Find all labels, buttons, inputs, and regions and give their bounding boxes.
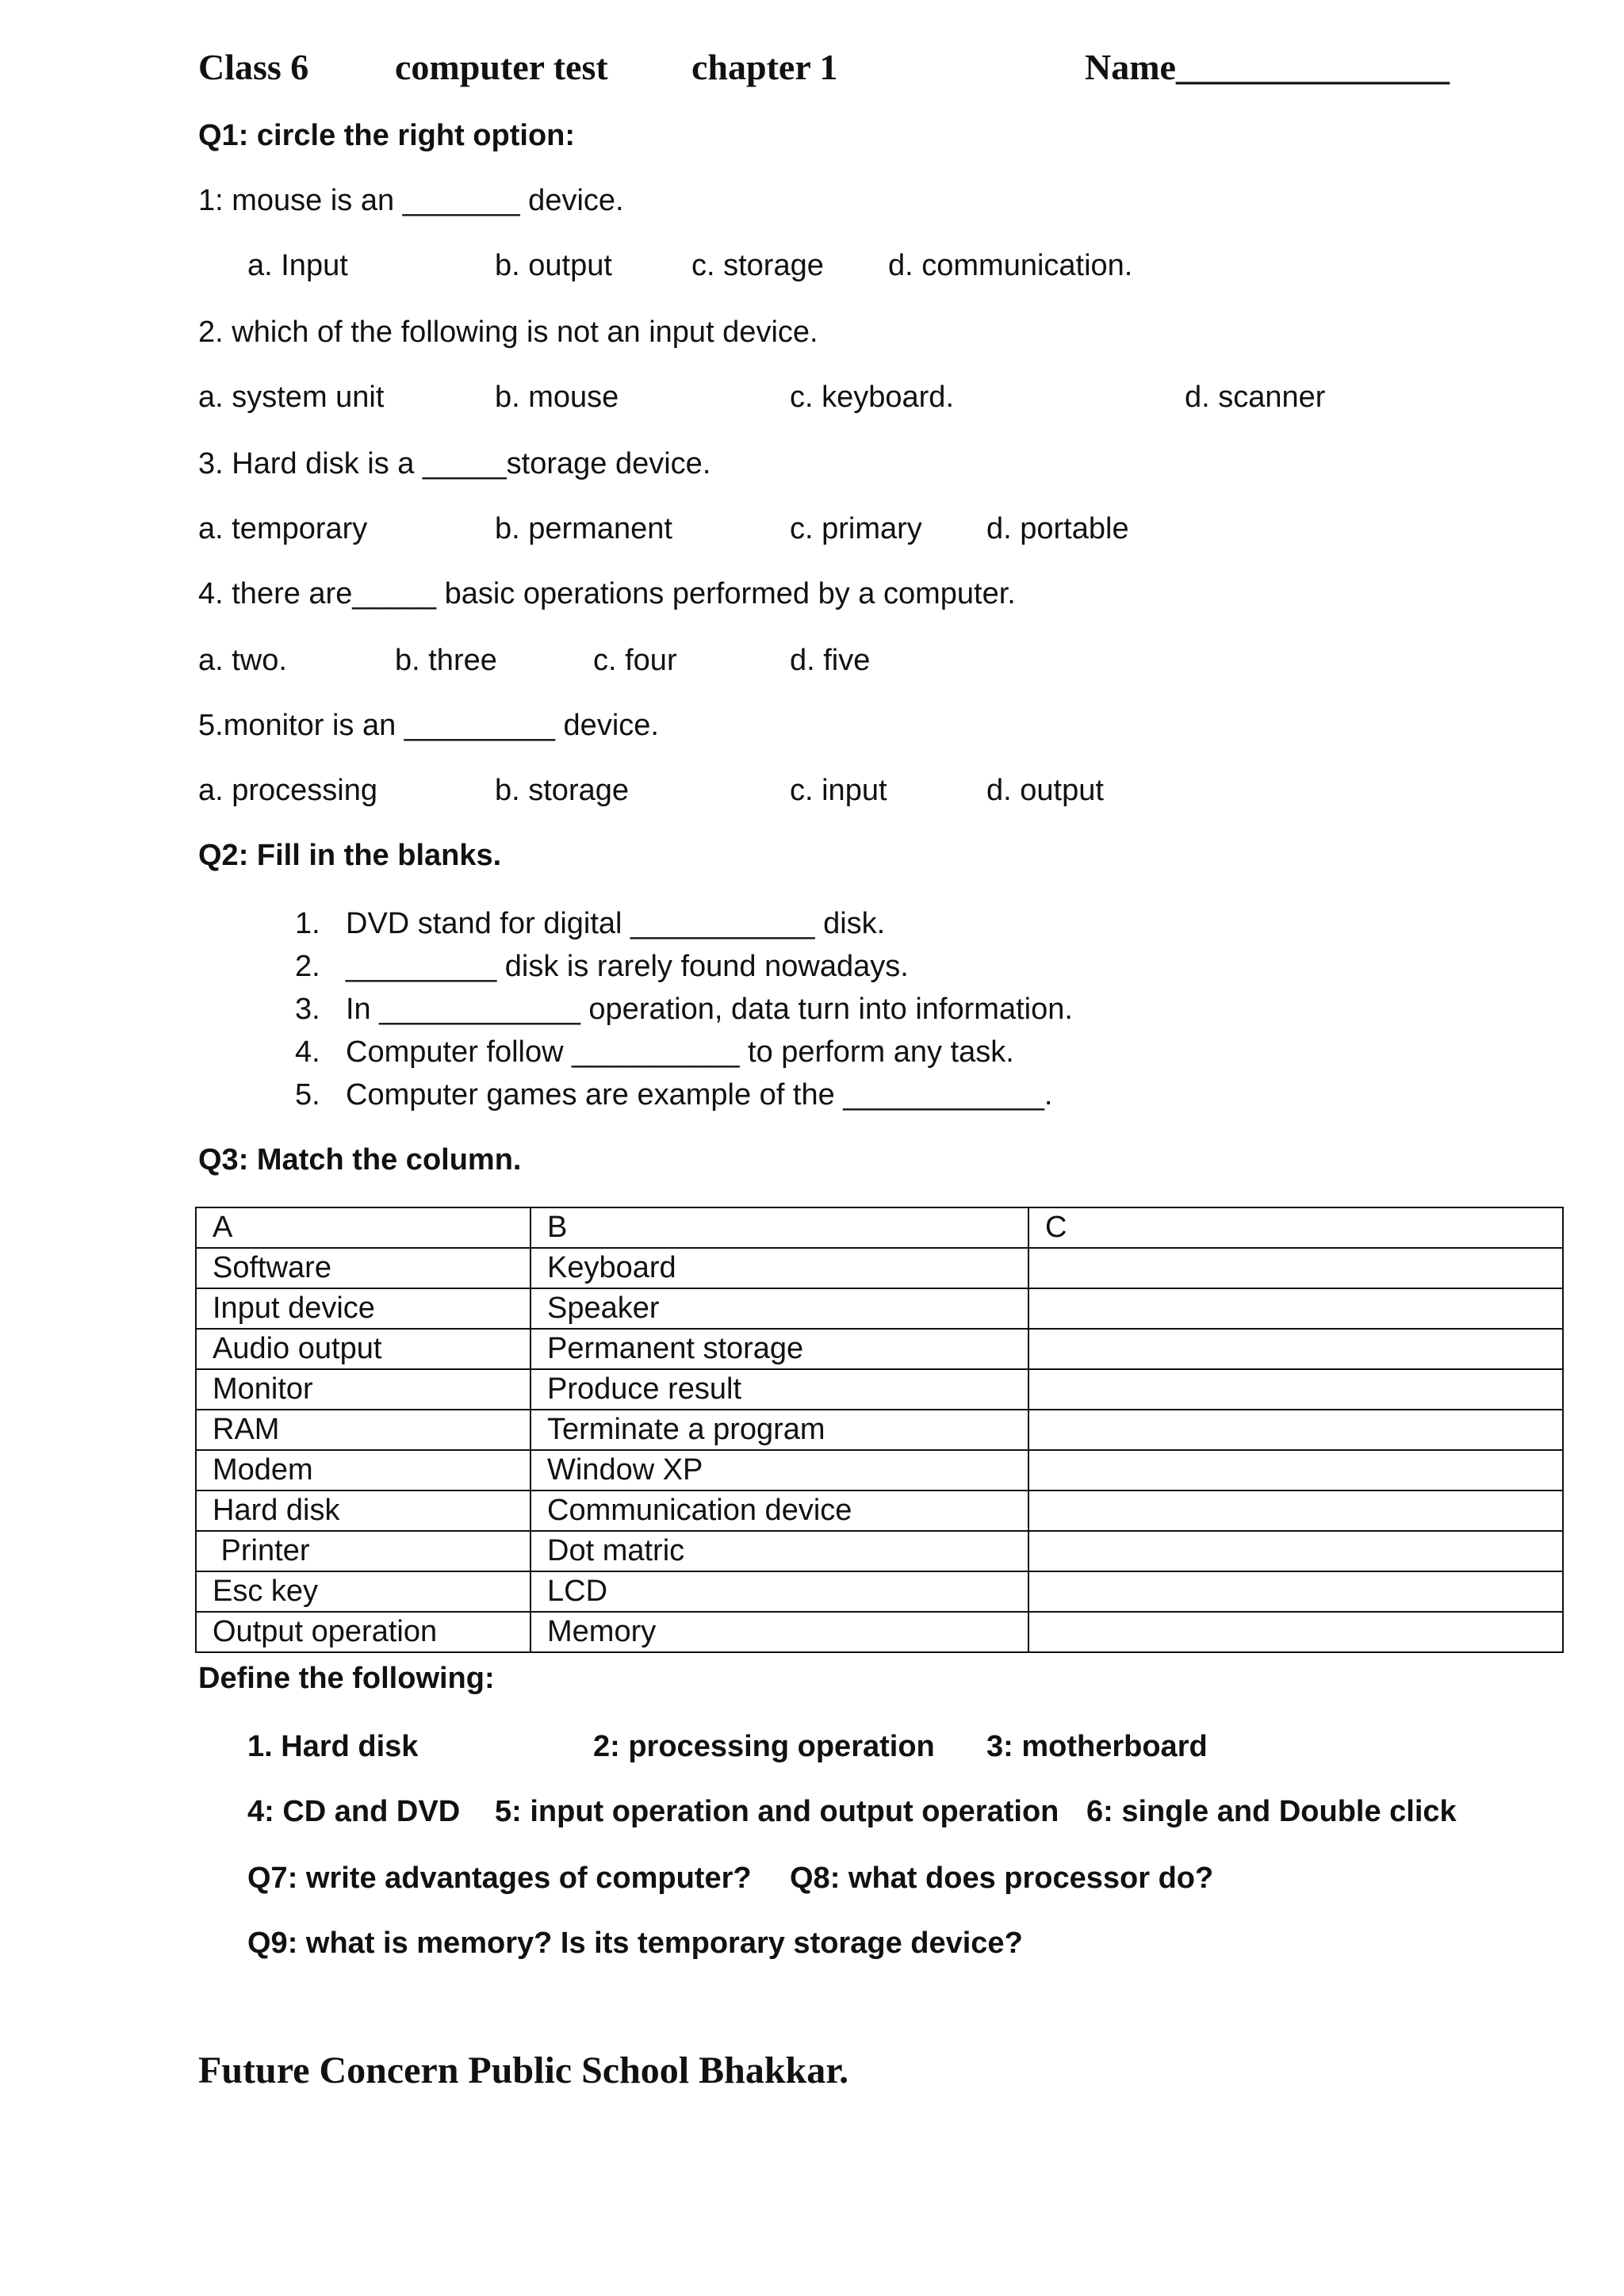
table-row — [196, 1410, 1563, 1450]
q1-option-4c: c. four — [593, 644, 677, 677]
cell-b: Produce result — [530, 1369, 1028, 1410]
define-item-1: 1. Hard disk — [247, 1730, 419, 1763]
cell-a: Printer — [196, 1531, 530, 1571]
table-header-row — [196, 1207, 1563, 1248]
define-item-3: 3: motherboard — [986, 1730, 1208, 1763]
cell-c[interactable] — [1028, 1450, 1563, 1490]
q1-option-2c: c. keyboard. — [790, 381, 954, 414]
cell-a: Input device — [196, 1288, 530, 1329]
cell-c[interactable] — [1028, 1248, 1563, 1288]
q2-title: Q2: Fill in the blanks. — [198, 839, 502, 872]
q2-num-1: 1. — [295, 907, 320, 940]
define-title: Define the following: — [198, 1662, 495, 1695]
column-header-c: C — [1028, 1207, 1563, 1248]
q1-option-3d: d. portable — [986, 512, 1129, 545]
match-table — [195, 1207, 1564, 1653]
q2-item-2: _________ disk is rarely found nowadays. — [346, 950, 909, 983]
q3-title: Q3: Match the column. — [198, 1143, 522, 1177]
question-8: Q8: what does processor do? — [790, 1862, 1214, 1895]
cell-a: RAM — [196, 1410, 530, 1450]
q1-option-1c: c. storage — [691, 249, 824, 282]
class-label: Class 6 — [198, 47, 309, 87]
cell-c[interactable] — [1028, 1612, 1563, 1652]
table-row — [196, 1248, 1563, 1288]
q1-option-1b: b. output — [495, 249, 612, 282]
table-row — [196, 1329, 1563, 1369]
table-row — [196, 1531, 1563, 1571]
q1-option-2a: a. system unit — [198, 381, 385, 414]
cell-c[interactable] — [1028, 1571, 1563, 1612]
define-item-2: 2: processing operation — [593, 1730, 935, 1763]
q2-num-5: 5. — [295, 1078, 320, 1112]
cell-b: Speaker — [530, 1288, 1028, 1329]
define-item-6: 6: single and Double click — [1086, 1795, 1457, 1828]
cell-a: Audio output — [196, 1329, 530, 1369]
cell-c[interactable] — [1028, 1531, 1563, 1571]
cell-c[interactable] — [1028, 1288, 1563, 1329]
chapter-label: chapter 1 — [691, 47, 838, 87]
cell-b: Memory — [530, 1612, 1028, 1652]
q1-question-2: 2. which of the following is not an input device. — [198, 316, 818, 349]
table-row — [196, 1450, 1563, 1490]
q1-question-1: 1: mouse is an _______ device. — [198, 184, 624, 217]
q1-question-5: 5.monitor is an _________ device. — [198, 709, 659, 742]
q1-title: Q1: circle the right option: — [198, 119, 576, 152]
q1-option-3b: b. permanent — [495, 512, 672, 545]
define-item-4: 4: CD and DVD — [247, 1795, 461, 1828]
q1-option-3a: a. temporary — [198, 512, 368, 545]
cell-b: Terminate a program — [530, 1410, 1028, 1450]
q1-option-5d: d. output — [986, 774, 1104, 807]
q1-option-5b: b. storage — [495, 774, 629, 807]
school-name: Future Concern Public School Bhakkar. — [198, 2049, 849, 2091]
cell-c[interactable] — [1028, 1490, 1563, 1531]
name-field: Name_______________ — [1085, 47, 1450, 87]
q2-num-2: 2. — [295, 950, 320, 983]
q1-option-5a: a. processing — [198, 774, 378, 807]
cell-a: Monitor — [196, 1369, 530, 1410]
cell-b: Dot matric — [530, 1531, 1028, 1571]
q2-num-4: 4. — [295, 1035, 320, 1069]
question-9: Q9: what is memory? Is its temporary storage device? — [247, 1927, 1023, 1960]
q1-option-5c: c. input — [790, 774, 887, 807]
cell-b: Keyboard — [530, 1248, 1028, 1288]
cell-a: Modem — [196, 1450, 530, 1490]
cell-b: LCD — [530, 1571, 1028, 1612]
q2-num-3: 3. — [295, 993, 320, 1026]
cell-c[interactable] — [1028, 1410, 1563, 1450]
cell-c[interactable] — [1028, 1329, 1563, 1369]
define-item-5: 5: input operation and output operation — [495, 1795, 1059, 1828]
q1-question-3: 3. Hard disk is a _____storage device. — [198, 447, 711, 480]
table-row — [196, 1369, 1563, 1410]
q1-option-1d: d. communication. — [888, 249, 1133, 282]
cell-a: Output operation — [196, 1612, 530, 1652]
table-row — [196, 1612, 1563, 1652]
column-header-b: B — [530, 1207, 1028, 1248]
cell-a: Software — [196, 1248, 530, 1288]
q1-option-4b: b. three — [395, 644, 497, 677]
table-row — [196, 1288, 1563, 1329]
q2-item-4: Computer follow __________ to perform any task. — [346, 1035, 1014, 1069]
cell-a: Esc key — [196, 1571, 530, 1612]
cell-b: Window XP — [530, 1450, 1028, 1490]
q1-question-4: 4. there are_____ basic operations performed by a computer. — [198, 577, 1016, 610]
cell-b: Communication device — [530, 1490, 1028, 1531]
q2-item-3: In ____________ operation, data turn into information. — [346, 993, 1073, 1026]
q1-option-2b: b. mouse — [495, 381, 619, 414]
table-row — [196, 1571, 1563, 1612]
column-header-a: A — [196, 1207, 530, 1248]
cell-a: Hard disk — [196, 1490, 530, 1531]
question-7: Q7: write advantages of computer? — [247, 1862, 752, 1895]
cell-b: Permanent storage — [530, 1329, 1028, 1369]
subject-label: computer test — [395, 47, 608, 87]
q1-option-2d: d. scanner — [1185, 381, 1326, 414]
q2-item-5: Computer games are example of the ____________. — [346, 1078, 1053, 1112]
q1-option-4d: d. five — [790, 644, 871, 677]
table-row — [196, 1490, 1563, 1531]
q2-item-1: DVD stand for digital ___________ disk. — [346, 907, 886, 940]
q1-option-4a: a. two. — [198, 644, 287, 677]
cell-c[interactable] — [1028, 1369, 1563, 1410]
q1-option-1a: a. Input — [247, 249, 348, 282]
q1-option-3c: c. primary — [790, 512, 922, 545]
